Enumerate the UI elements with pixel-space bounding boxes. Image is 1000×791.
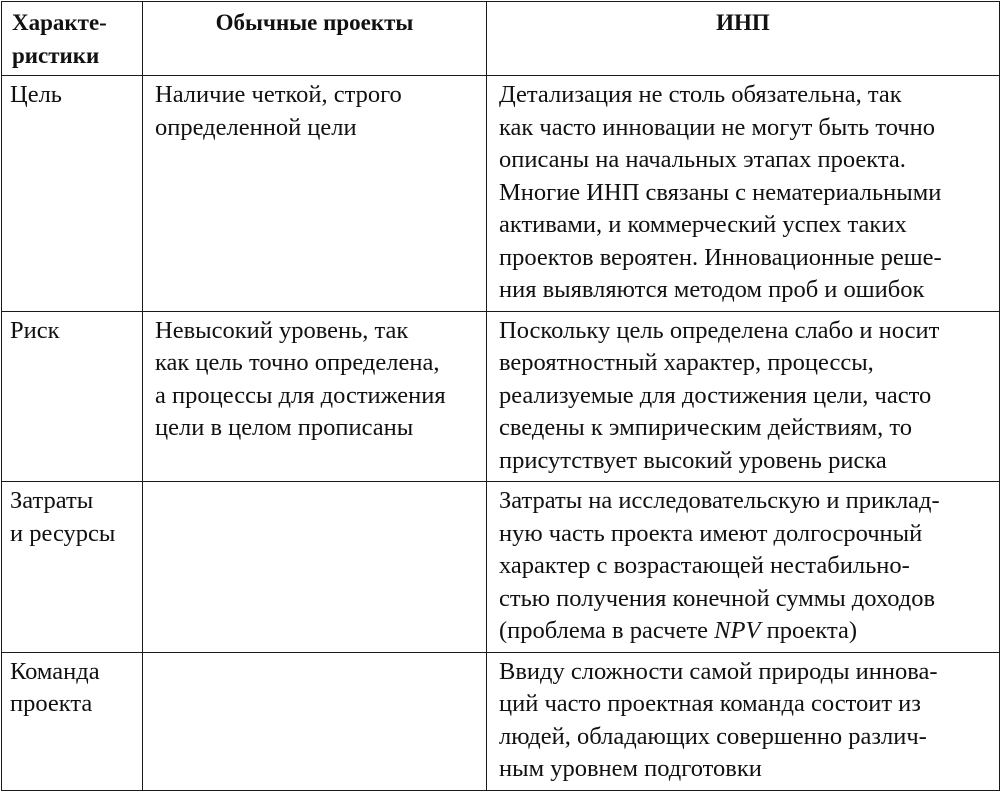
cell-line: как цель точно определена, <box>155 349 440 376</box>
header-regular-projects: Обычные проекты <box>143 2 487 76</box>
cell-regular-goal <box>143 76 487 312</box>
table-row <box>2 311 1000 482</box>
cell-line: Поскольку цель определена слабо и носит <box>499 316 940 344</box>
cell-inp-team <box>487 652 1000 790</box>
cell-line: цели в целом прописаны <box>155 414 414 441</box>
cell-line: реализуемые для достижения цели, часто <box>499 381 932 409</box>
row-label-risk: Риск <box>2 311 143 482</box>
cell-line: определенной цели <box>155 113 357 141</box>
header-characteristics-line: Характе- <box>12 10 107 35</box>
table-row <box>2 652 1000 790</box>
cell-line: Наличие четкой, строго <box>155 81 402 108</box>
cell-line: характер с возрастающей нестабильно- <box>499 552 910 579</box>
comparison-table <box>1 1 1000 791</box>
cell-line: Затраты <box>10 487 94 514</box>
cell-inp-costs <box>487 482 1000 653</box>
header-inp: ИНП <box>487 2 1000 76</box>
row-label-costs <box>2 482 143 653</box>
cell-line: описаны на начальных этапах проекта. <box>499 146 906 173</box>
cell-line: Команда <box>10 657 100 685</box>
text-run: (проблема в расчете <box>499 617 715 644</box>
cell-line: присутствует высокий уровень риска <box>499 446 887 474</box>
cell-line: людей, обладающих совершенно различ- <box>499 722 927 750</box>
header-characteristics-line: ристики <box>12 43 100 68</box>
cell-line: Невысокий уровень, так <box>155 316 409 344</box>
cell-line: Многие ИНП связаны с нематериальными <box>499 178 942 206</box>
cell-line <box>499 615 991 648</box>
cell-line: проекта <box>10 690 93 717</box>
cell-line: проектов вероятен. Инновационные реше- <box>499 243 942 271</box>
cell-regular-risk <box>143 311 487 482</box>
cell-inp-goal <box>487 76 1000 312</box>
cell-line: Затраты на исследовательскую и приклад- <box>499 487 940 514</box>
row-label-goal: Цель <box>2 76 143 312</box>
cell-line: ным уровнем подготовки <box>499 755 762 782</box>
cell-line: ций часто проектная команда состоит из <box>499 690 921 717</box>
cell-regular-team <box>143 652 487 790</box>
cell-line: как часто инновации не могут быть точно <box>499 113 936 141</box>
cell-inp-risk <box>487 311 1000 482</box>
header-characteristics <box>2 2 143 76</box>
cell-regular-costs <box>143 482 487 653</box>
table-row <box>2 76 1000 312</box>
cell-line: и ресурсы <box>10 519 116 547</box>
header-row <box>2 2 1000 76</box>
cell-line: Детализация не столь обязательна, так <box>499 81 902 108</box>
cell-line: сведены к эмпирическим действиям, то <box>499 414 912 441</box>
text-run: проекта) <box>760 617 857 644</box>
cell-line: стью получения конечной суммы доходов <box>499 584 936 612</box>
npv-term: NPV <box>714 617 761 644</box>
table-row <box>2 482 1000 653</box>
cell-line: активами, и коммерческий успех таких <box>499 211 907 238</box>
cell-line: ную часть проекта имеют долгосрочный <box>499 519 923 547</box>
row-label-team <box>2 652 143 790</box>
cell-line: а процессы для достижения <box>155 381 446 409</box>
cell-line: Ввиду сложности самой природы иннова- <box>499 657 938 685</box>
cell-line: вероятностный характер, процессы, <box>499 349 874 376</box>
cell-line: ния выявляются методом проб и ошибок <box>499 276 925 303</box>
